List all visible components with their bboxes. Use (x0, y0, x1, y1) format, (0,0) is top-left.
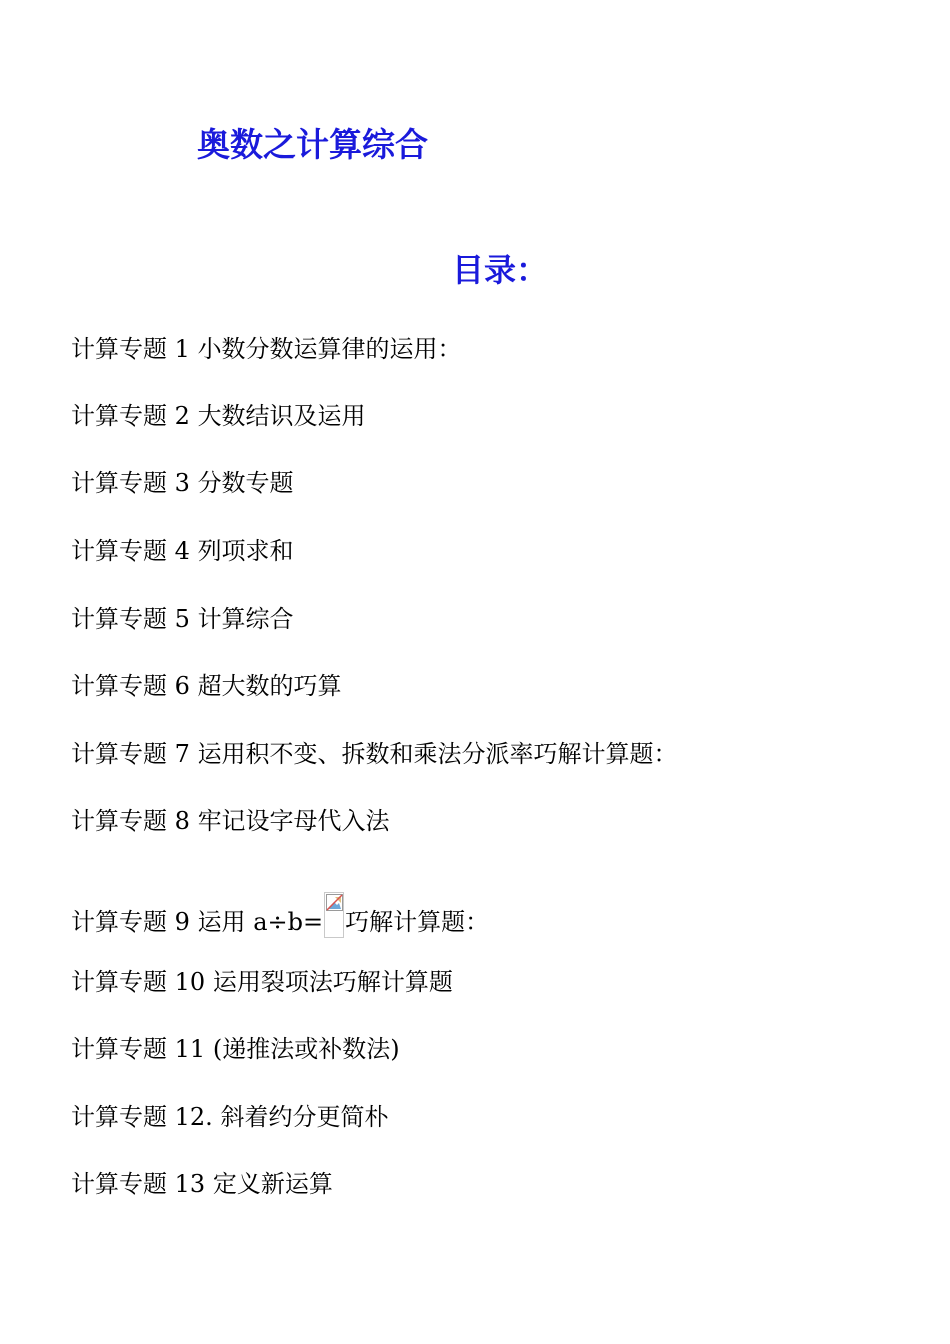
toc-item (71, 742, 678, 766)
toc-item-number: 5 (174, 605, 190, 633)
toc-item-topic: 定义新运算 (212, 1170, 333, 1198)
toc-item-number: 2 (174, 402, 190, 430)
toc-item-lead: 计算专题 (71, 968, 167, 996)
toc-item-lead: 计算专题 (71, 1103, 167, 1131)
toc-item (71, 607, 294, 631)
toc-item-topic: 运用积不变、拆数和乘法分派率巧解计算题： (197, 740, 678, 768)
toc-item (71, 1105, 388, 1129)
toc-item (71, 970, 453, 994)
toc-item-lead: 计算专题 (71, 469, 167, 497)
toc-item (71, 1037, 400, 1061)
toc-item-number: 12. (174, 1103, 213, 1131)
toc-item-number: 1 (174, 335, 190, 363)
toc-item-topic: 运用裂项法巧解计算题 (212, 968, 453, 996)
toc-item (71, 404, 366, 428)
toc-item-topic: 计算综合 (197, 605, 294, 633)
toc-item-lead: 计算专题 (71, 807, 167, 835)
toc-item-lead: 计算专题 (71, 335, 167, 363)
toc-item (71, 539, 294, 563)
toc-item-number: 13 (174, 1170, 206, 1198)
toc-item-topic-before: 运用 a÷b= (197, 908, 324, 936)
toc-item-number: 4 (174, 537, 190, 565)
toc-item-topic: (递推法或补数法) (212, 1035, 400, 1063)
toc-item-topic: 分数专题 (197, 469, 294, 497)
toc-item-number: 6 (174, 672, 190, 700)
toc-item-lead: 计算专题 (71, 605, 167, 633)
toc-item (71, 892, 489, 938)
broken-image-icon (324, 892, 344, 938)
toc-item-topic-after: 巧解计算题： (345, 908, 490, 936)
toc-item-topic: 小数分数运算律的运用： (197, 335, 462, 363)
toc-item-number: 9 (174, 908, 190, 936)
toc-item-lead: 计算专题 (71, 537, 167, 565)
toc-item-lead: 计算专题 (71, 740, 167, 768)
document-title: 奥数之计算综合 (197, 125, 428, 164)
toc-item-topic: 斜着约分更简朴 (220, 1103, 389, 1131)
toc-item-number: 10 (174, 968, 206, 996)
toc-item-topic: 超大数的巧算 (197, 672, 342, 700)
toc-item-lead: 计算专题 (71, 1170, 167, 1198)
toc-heading: 目录： (452, 251, 549, 289)
toc-item-lead: 计算专题 (71, 908, 167, 936)
toc-item-lead: 计算专题 (71, 672, 167, 700)
toc-item (71, 471, 294, 495)
toc-item-topic: 大数结识及运用 (197, 402, 366, 430)
toc-item-number: 7 (174, 740, 190, 768)
toc-item (71, 674, 342, 698)
toc-item (71, 337, 462, 361)
toc-item (71, 1172, 333, 1196)
toc-item (71, 809, 390, 833)
toc-item-number: 8 (174, 807, 190, 835)
toc-item-lead: 计算专题 (71, 1035, 167, 1063)
toc-item-topic: 列项求和 (197, 537, 294, 565)
toc-item-number: 3 (174, 469, 190, 497)
toc-item-topic: 牢记设字母代入法 (197, 807, 390, 835)
toc-item-number: 11 (174, 1035, 206, 1063)
toc-item-lead: 计算专题 (71, 402, 167, 430)
